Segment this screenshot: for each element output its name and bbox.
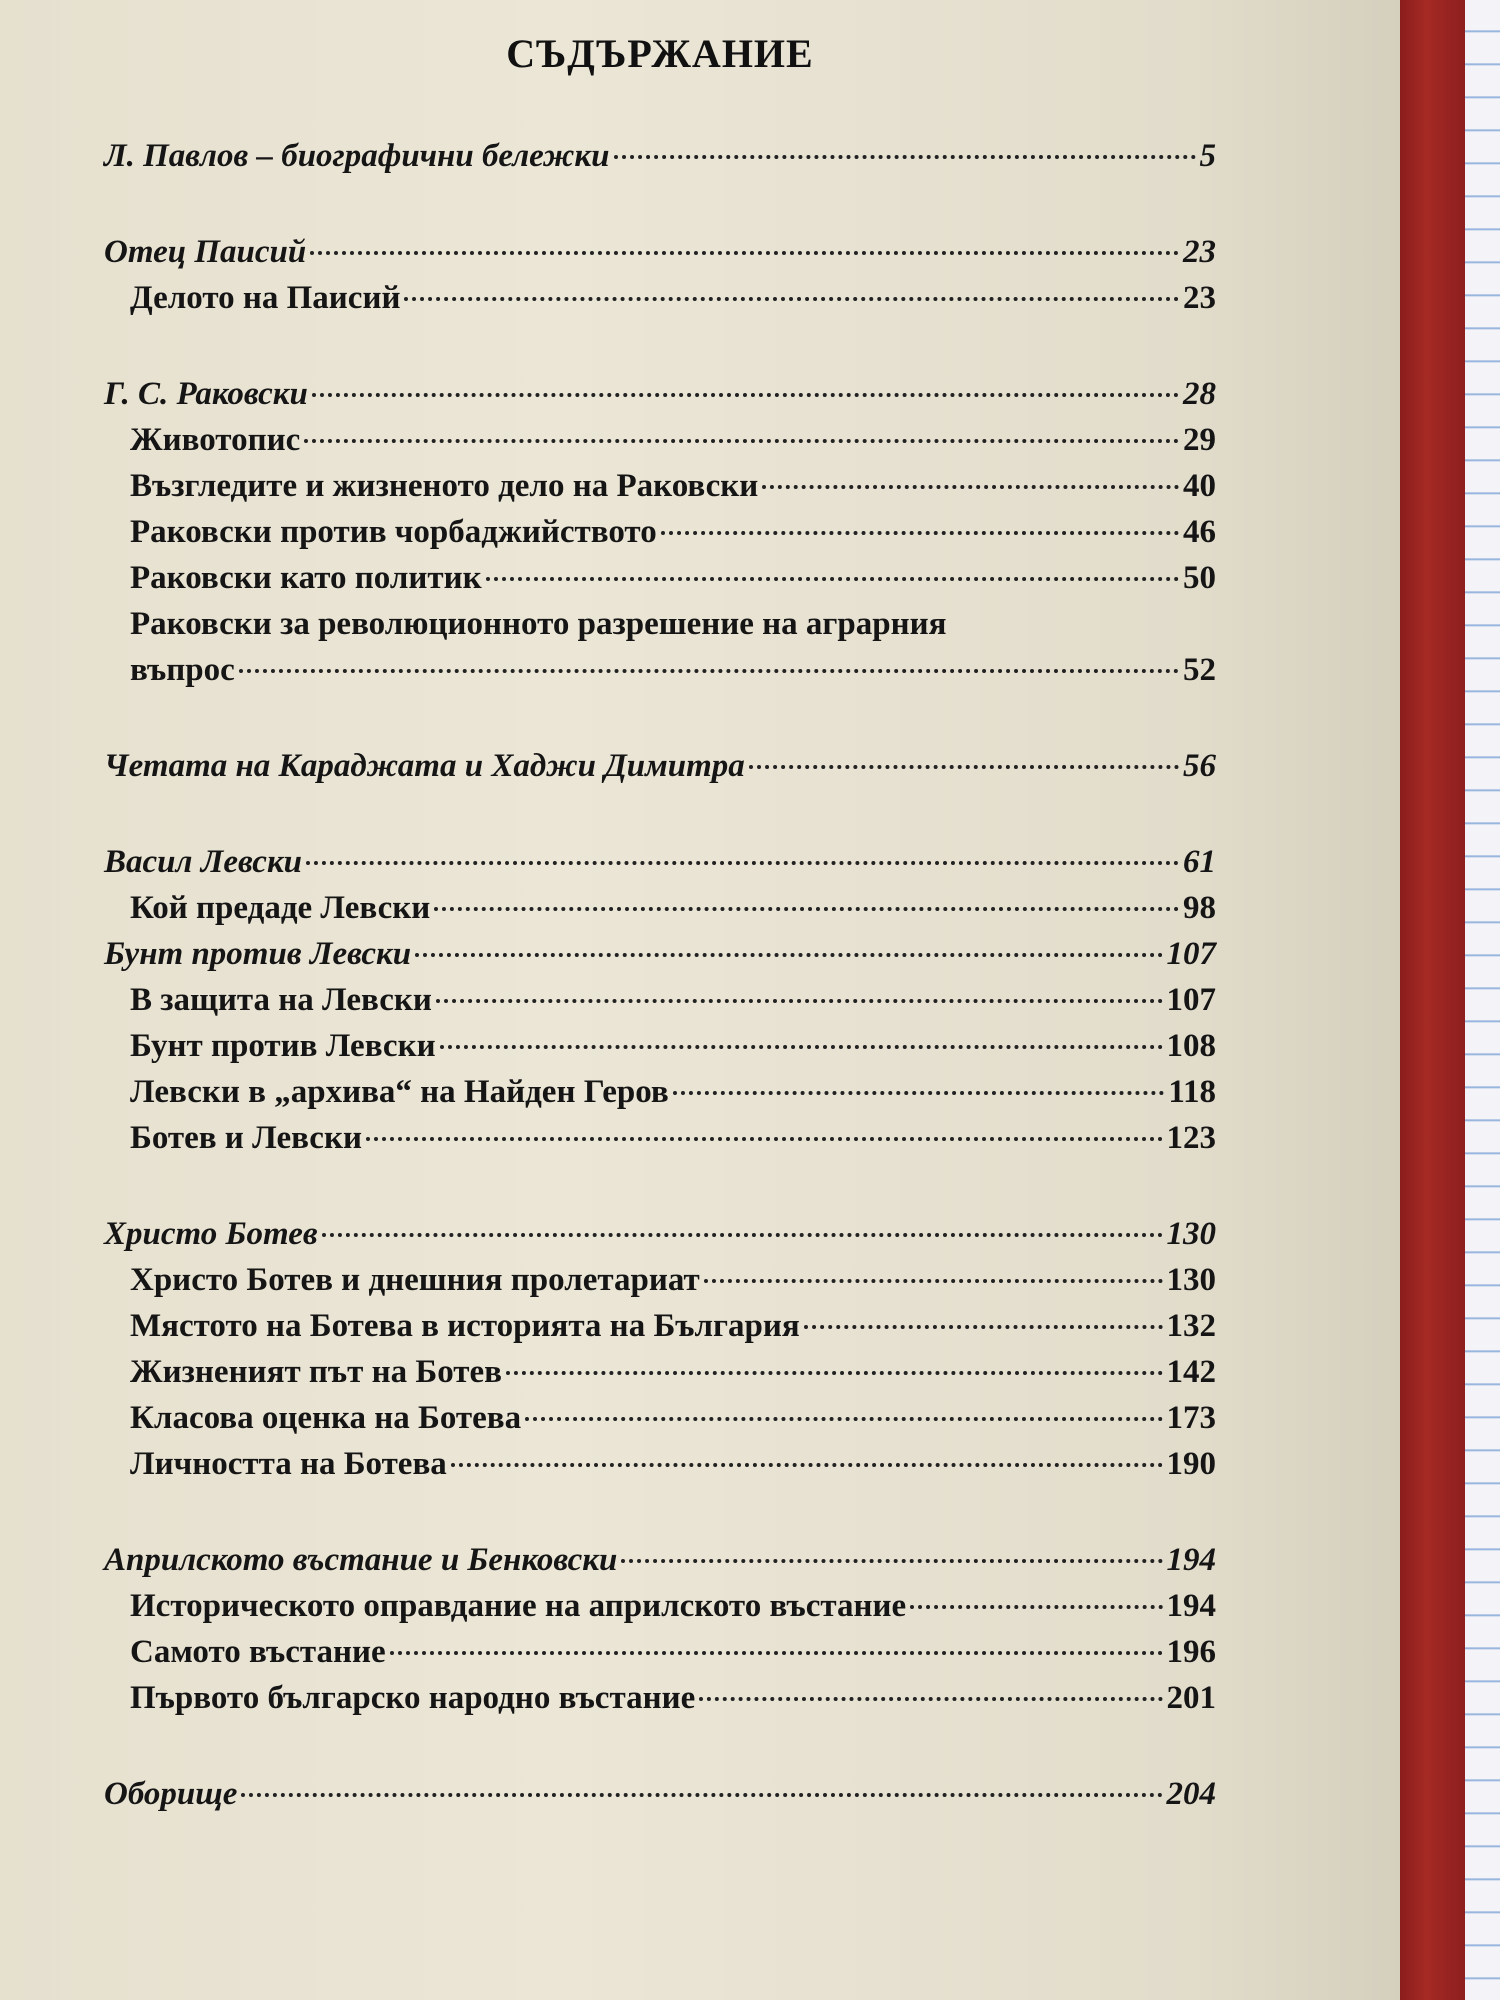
- dot-leader: [506, 1371, 1163, 1375]
- toc-item-label: Първото българско народно въстание: [130, 1680, 696, 1716]
- toc-page-number: 28: [1183, 376, 1216, 412]
- toc-item: [104, 1441, 1216, 1487]
- dot-leader: [310, 251, 1179, 255]
- toc-page-number: 98: [1183, 890, 1216, 926]
- toc-item-label: Делото на Паисий: [130, 280, 401, 316]
- toc-heading-label: Четата на Караджата и Хаджи Димитра: [104, 748, 745, 784]
- dot-leader: [390, 1651, 1163, 1655]
- toc-item: [104, 1303, 1216, 1349]
- toc-page-number: 194: [1166, 1588, 1216, 1624]
- toc-page-number: 130: [1166, 1262, 1216, 1298]
- toc-heading-label: Васил Левски: [104, 844, 303, 880]
- toc-page-number: 23: [1183, 280, 1216, 316]
- toc-heading-label: Христо Ботев: [104, 1216, 318, 1252]
- toc-heading: [104, 839, 1216, 885]
- toc-item: [104, 647, 1216, 693]
- toc-page-number: 107: [1166, 936, 1216, 972]
- dot-leader: [404, 297, 1179, 301]
- toc-page-number: 132: [1166, 1308, 1216, 1344]
- dot-leader: [614, 155, 1196, 159]
- toc-item: [104, 275, 1216, 321]
- toc-heading: [104, 1771, 1216, 1817]
- toc-item: [104, 1675, 1216, 1721]
- toc-page-number: 201: [1166, 1680, 1216, 1716]
- toc-item: [104, 1583, 1216, 1629]
- toc-page-number: 5: [1199, 138, 1216, 174]
- toc-heading: [104, 229, 1216, 275]
- toc-item-label: Класова оценка на Ботева: [130, 1400, 522, 1436]
- dot-leader: [699, 1697, 1162, 1701]
- toc-item-label: Ботев и Левски: [130, 1120, 362, 1156]
- toc-page-number: 56: [1183, 748, 1216, 784]
- toc-item: [104, 977, 1216, 1023]
- toc-page-number: 23: [1183, 234, 1216, 270]
- toc-page-number: 61: [1183, 844, 1216, 880]
- dot-leader: [312, 393, 1179, 397]
- toc-item-label: Жизненият път на Ботев: [130, 1354, 502, 1390]
- dot-leader: [749, 765, 1179, 769]
- book-cover-edge: [1400, 0, 1465, 2000]
- toc-page-number: 173: [1166, 1400, 1216, 1436]
- dot-leader: [673, 1091, 1165, 1095]
- toc-heading: [104, 1537, 1216, 1583]
- dot-leader: [322, 1233, 1163, 1237]
- toc-page-number: 123: [1166, 1120, 1216, 1156]
- toc-page-number: 142: [1166, 1354, 1216, 1390]
- dot-leader: [366, 1137, 1163, 1141]
- toc-heading-label: Отец Паисий: [104, 234, 307, 270]
- dot-leader: [525, 1417, 1162, 1421]
- page-title: СЪДЪРЖАНИЕ: [506, 31, 814, 76]
- toc-item-label: Раковски като политик: [130, 560, 482, 596]
- toc-item: [104, 417, 1216, 463]
- toc-item-label-line1: Раковски за революционното разрешение на аграрния: [130, 606, 947, 642]
- dot-leader: [306, 861, 1179, 865]
- dot-leader: [440, 1045, 1163, 1049]
- toc-item: [104, 555, 1216, 601]
- toc-item-label: Самото въстание: [130, 1634, 386, 1670]
- toc-item: [104, 1115, 1216, 1161]
- toc-item-label: Личността на Ботева: [130, 1446, 447, 1482]
- toc-page-number: 130: [1166, 1216, 1216, 1252]
- toc-item-label: Кой предаде Левски: [130, 890, 431, 926]
- toc-page-number: 52: [1183, 652, 1216, 688]
- dot-leader: [704, 1279, 1163, 1283]
- toc-item-label: Животопис: [130, 422, 301, 458]
- toc-heading-label: Бунт против Левски: [104, 936, 412, 972]
- toc-item-label: Историческото оправдание на априлското въстание: [130, 1588, 907, 1624]
- dot-leader: [486, 577, 1179, 581]
- dot-leader: [762, 485, 1179, 489]
- toc-page-number: 107: [1166, 982, 1216, 1018]
- toc-item-label: Раковски против чорбаджийството: [130, 514, 657, 550]
- toc-item: [104, 463, 1216, 509]
- toc-item-label: Левски в „архива“ на Найден Геров: [130, 1074, 669, 1110]
- toc-heading: [104, 743, 1216, 789]
- toc-page-number: 40: [1183, 468, 1216, 504]
- toc-item: [104, 1629, 1216, 1675]
- toc-page-number: 204: [1166, 1776, 1216, 1812]
- toc-item: [104, 1069, 1216, 1115]
- toc-item-label: въпрос: [130, 652, 235, 688]
- dot-leader: [910, 1605, 1162, 1609]
- toc-item: [104, 509, 1216, 555]
- dot-leader: [621, 1559, 1162, 1563]
- dot-leader: [415, 953, 1162, 957]
- dot-leader: [436, 999, 1163, 1003]
- toc-heading-label: Г. С. Раковски: [104, 376, 308, 412]
- toc-page-number: 190: [1166, 1446, 1216, 1482]
- toc-page-number: 118: [1168, 1074, 1216, 1110]
- dot-leader: [451, 1463, 1163, 1467]
- toc-item: [104, 1023, 1216, 1069]
- dot-leader: [434, 907, 1179, 911]
- dot-leader: [804, 1325, 1163, 1329]
- toc-item: [104, 1349, 1216, 1395]
- toc-heading-label: Априлското въстание и Бенковски: [104, 1542, 618, 1578]
- toc-heading: [104, 371, 1216, 417]
- toc-item-label: Мястото на Ботева в историята на България: [130, 1308, 800, 1344]
- toc-page-number: 194: [1166, 1542, 1216, 1578]
- table-of-contents: [104, 30, 1216, 1817]
- dot-leader: [661, 531, 1179, 535]
- toc-page-number: 46: [1183, 514, 1216, 550]
- toc-page-number: 108: [1166, 1028, 1216, 1064]
- dot-leader: [304, 439, 1179, 443]
- toc-heading-label: Оборище: [104, 1776, 238, 1812]
- toc-item: [104, 1257, 1216, 1303]
- toc-item-label: В защита на Левски: [130, 982, 432, 1018]
- toc-page-number: 50: [1183, 560, 1216, 596]
- toc-item: [104, 885, 1216, 931]
- dot-leader: [239, 669, 1179, 673]
- toc-item-label: Възгледите и жизненото дело на Раковски: [130, 468, 759, 504]
- toc-page-number: 29: [1183, 422, 1216, 458]
- toc-item: [104, 1395, 1216, 1441]
- toc-heading-label: Л. Павлов – биографични бележки: [104, 138, 610, 174]
- toc-heading: [104, 133, 1216, 179]
- toc-item-label: Христо Ботев и днешния пролетариат: [130, 1262, 700, 1298]
- toc-heading: [104, 1211, 1216, 1257]
- toc-page-number: 196: [1166, 1634, 1216, 1670]
- toc-item-label: Бунт против Левски: [130, 1028, 436, 1064]
- toc-heading: [104, 931, 1216, 977]
- notebook-background: [1465, 0, 1500, 2000]
- dot-leader: [241, 1793, 1162, 1797]
